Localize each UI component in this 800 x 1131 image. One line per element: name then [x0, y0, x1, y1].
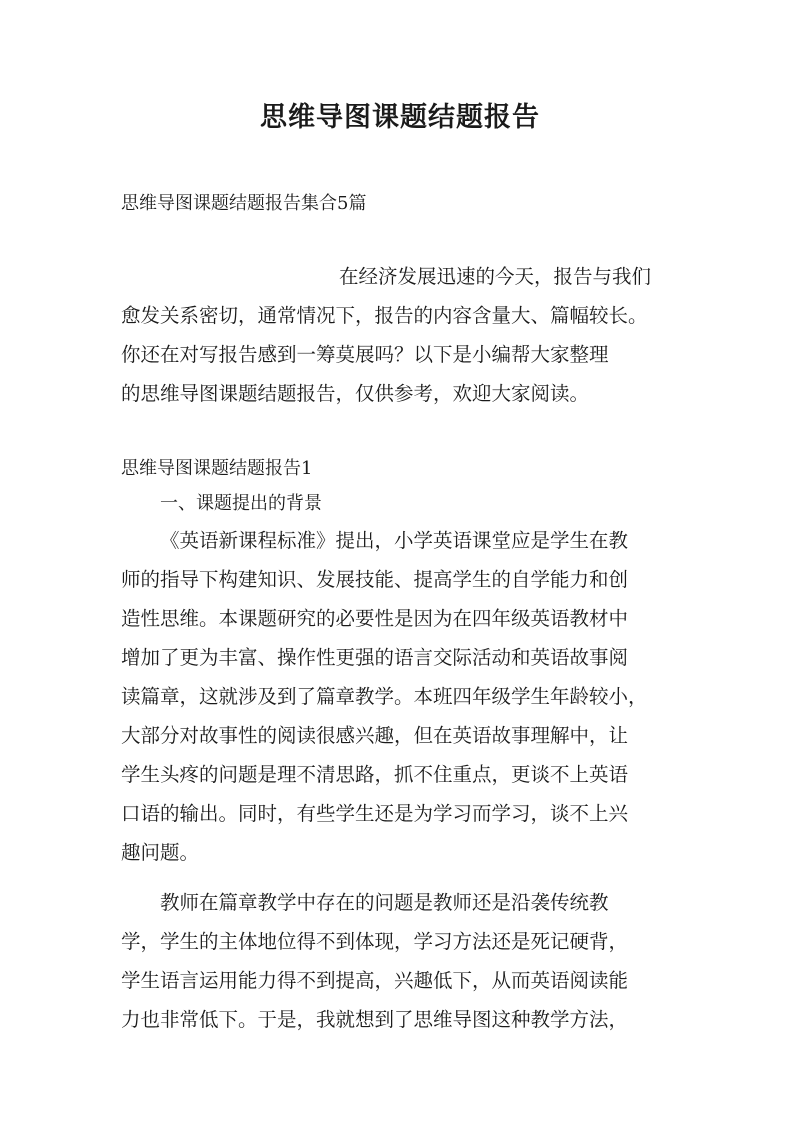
intro-line-2: 愈发关系密切，通常情况下，报告的内容含量大、篇幅较长。 [121, 304, 648, 327]
document-subtitle: 思维导图课题结题报告集合5篇 [121, 193, 367, 214]
intro-line-4: 的思维导图课题结题报告，仅供参考，欢迎大家阅读。 [121, 382, 590, 405]
para1-line-8: 口语的输出。同时，有些学生还是为学习而学习，谈不上兴 [121, 802, 629, 825]
para2-line-4: 力也非常低下。于是，我就想到了思维导图这种教学方法， [121, 1008, 629, 1031]
para1-line-9: 趣问题。 [121, 841, 200, 864]
intro-line-3: 你还在对写报告感到一筹莫展吗？以下是小编帮大家整理 [121, 343, 609, 366]
section-title: 思维导图课题结题报告1 [121, 458, 313, 479]
para1-line-2: 师的指导下构建知识、发展技能、提高学生的自学能力和创 [121, 568, 629, 591]
para1-line-4: 增加了更为丰富、操作性更强的语言交际活动和英语故事阅 [121, 646, 629, 669]
heading-background: 一、课题提出的背景 [160, 493, 322, 514]
para1-line-5: 读篇章，这就涉及到了篇章教学。本班四年级学生年龄较小， [121, 685, 648, 708]
para1-line-3: 造性思维。本课题研究的必要性是因为在四年级英语教材中 [121, 607, 629, 630]
para1-line-1: 《英语新课程标准》提出，小学英语课堂应是学生在教 [160, 529, 629, 552]
para2-line-3: 学生语言运用能力得不到提高，兴趣低下，从而英语阅读能 [121, 969, 629, 992]
document-title: 思维导图课题结题报告 [260, 102, 540, 133]
intro-line-1: 在经济发展迅速的今天，报告与我们 [339, 265, 652, 288]
para2-line-1: 教师在篇章教学中存在的问题是教师还是沿袭传统教 [160, 891, 609, 914]
para2-line-2: 学，学生的主体地位得不到体现，学习方法还是死记硬背， [121, 930, 629, 953]
para1-line-7: 学生头疼的问题是理不清思路，抓不住重点，更谈不上英语 [121, 763, 629, 786]
para1-line-6: 大部分对故事性的阅读很感兴趣，但在英语故事理解中，让 [121, 724, 629, 747]
